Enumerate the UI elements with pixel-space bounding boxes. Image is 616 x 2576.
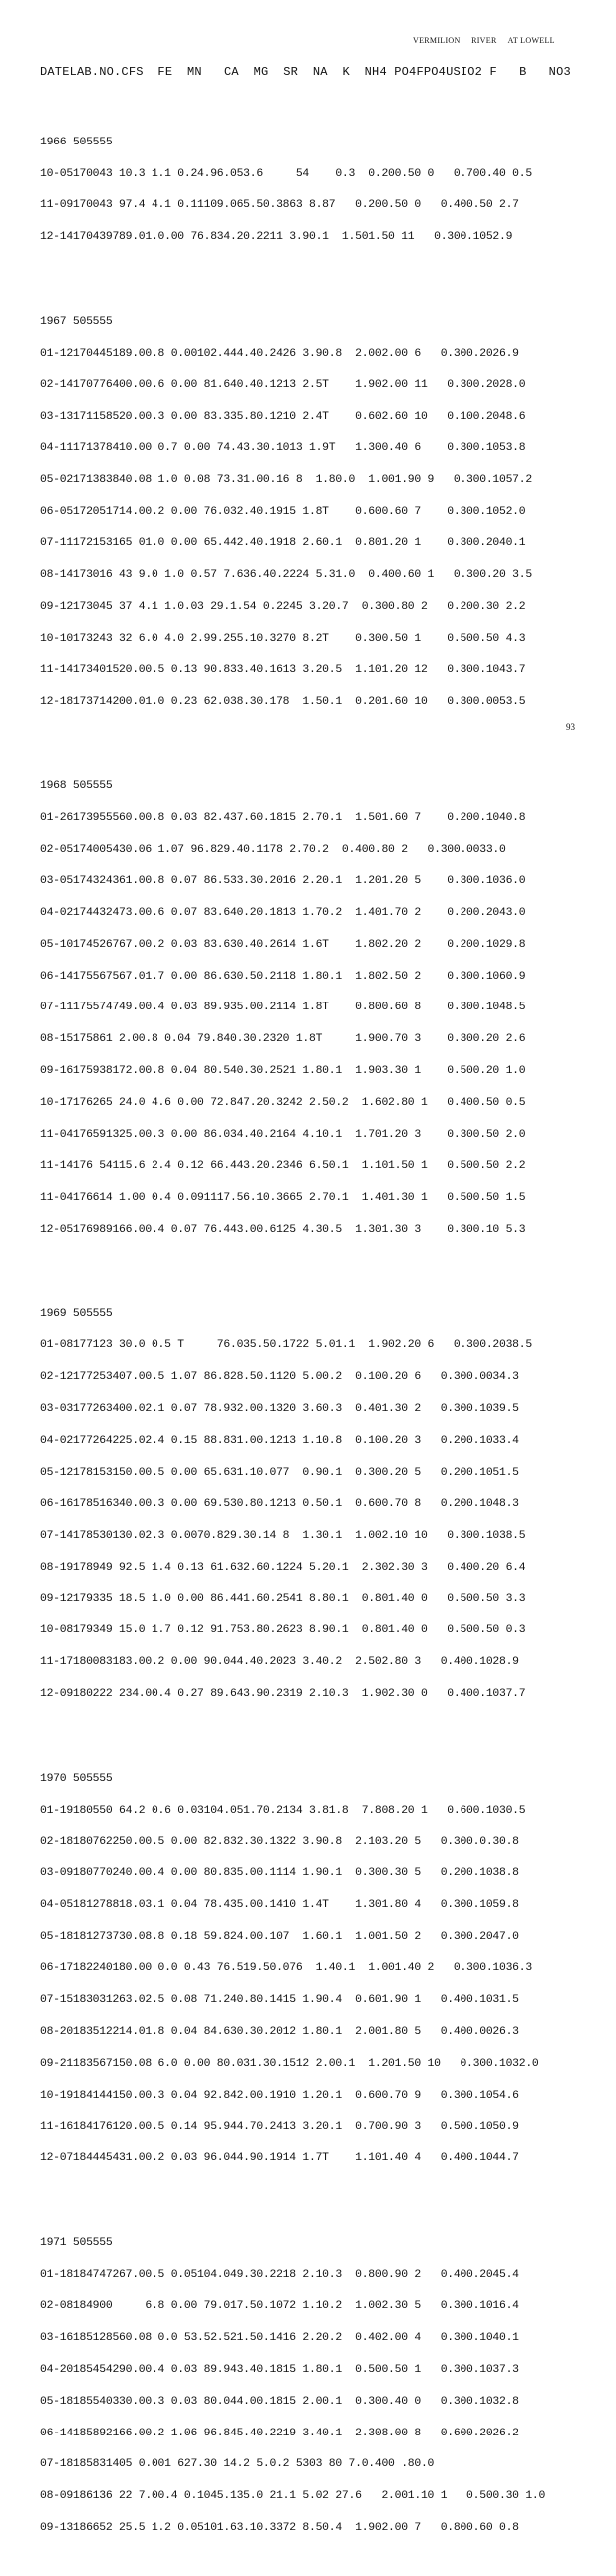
table-row: 06-16178516340.00.3 0.00 69.530.80.1213 0.50.1 0.600.70 8 0.200.1048.3: [40, 1498, 519, 1511]
table-row: 12-14170439789.01.0.00 76.834.20.2211 3.90.1 1.501.50 11 0.300.1052.9: [40, 231, 513, 244]
table-row: 06-14175567567.01.7 0.00 86.630.50.2118 1.80.1 1.802.50 2 0.300.1060.9: [40, 970, 526, 983]
table-row: 12-09180222 234.00.4 0.27 89.643.90.2319 2.10.3 1.902.30 0 0.400.1037.7: [40, 1688, 526, 1701]
table-row: 07-11172153165 01.0 0.00 65.442.40.1918 2.60.1 0.801.20 1 0.300.2040.1: [40, 537, 526, 550]
table-row: 12-05176989166.00.4 0.07 76.443.00.6125 4.30.5 1.301.30 3 0.300.10 5.3: [40, 1223, 526, 1236]
table-row: 08-14173016 43 9.0 1.0 0.57 7.636.40.2224 5.31.0 0.400.60 1 0.300.20 3.5: [40, 569, 532, 582]
page-number: 93: [566, 722, 575, 732]
running-title: VERMILION RIVER AT LOWELL: [413, 36, 555, 45]
table-row: 01-26173955560.00.8 0.03 82.437.60.1815 2.70.1 1.501.60 7 0.200.1040.8: [40, 811, 526, 824]
table-row: 03-05174324361.00.8 0.07 86.533.30.2016 2.20.1 1.201.20 5 0.300.1036.0: [40, 875, 526, 888]
table-row: 10-19184144150.00.3 0.04 92.842.00.1910 1.20.1 0.600.70 9 0.300.1054.6: [40, 2089, 519, 2102]
table-row: 05-18181273730.08.8 0.18 59.824.00.107 1.60.1 1.001.50 2 0.300.2047.0: [40, 1930, 519, 1943]
table-row: 09-12179335 18.5 1.0 0.00 86.441.60.2541 8.80.1 0.801.40 0 0.500.50 3.3: [40, 1592, 526, 1605]
year-section-1967: [40, 296, 603, 728]
table-row: 03-13171158520.00.3 0.00 83.335.80.1210 2.4T 0.602.60 10 0.100.2048.6: [40, 411, 526, 424]
table-row: 02-18180762250.00.5 0.00 82.832.30.1322 3.90.8 2.103.20 5 0.300.0.30.8: [40, 1836, 519, 1849]
table-row: 02-14170776400.00.6 0.00 81.640.40.1213 2.5T 1.902.00 11 0.300.2028.0: [40, 379, 526, 392]
year-section-1966: [40, 117, 603, 264]
table-row: 09-16175938172.00.8 0.04 80.540.30.2521 1.80.1 1.903.30 1 0.500.20 1.0: [40, 1065, 526, 1077]
year-section-1968: [40, 760, 603, 1257]
table-row: 10-08179349 15.0 1.7 0.12 91.753.80.2623 8.90.1 0.801.40 0 0.500.50 0.3: [40, 1624, 526, 1637]
table-row: 02-08184900 6.8 0.00 79.017.50.1072 1.10.2 1.002.30 5 0.300.1016.4: [40, 2300, 519, 2313]
table-row: 01-19180550 64.2 0.6 0.03104.051.70.2134 3.81.8 7.808.20 1 0.600.1030.5: [40, 1804, 526, 1817]
table-row: 08-15175861 2.00.8 0.04 79.840.30.2320 1.8T 1.900.70 3 0.300.20 2.6: [40, 1033, 526, 1046]
table-row: 07-11175574749.00.4 0.03 89.935.00.2114 1.8T 0.800.60 8 0.300.1048.5: [40, 1002, 526, 1014]
table-row: 04-02177264225.02.4 0.15 88.831.00.1213 1.10.8 0.100.20 3 0.200.1033.4: [40, 1434, 519, 1447]
year-heading: 1970 505555: [40, 1772, 113, 1785]
table-row: 08-20183512214.01.8 0.04 84.630.30.2012 1.80.1 2.001.80 5 0.400.0026.3: [40, 2026, 519, 2039]
table-row: 06-05172051714.00.2 0.00 76.032.40.1915 1.8T 0.600.60 7 0.300.1052.0: [40, 505, 526, 518]
table-row: 04-11171378410.00 0.7 0.00 74.43.30.1013 1.9T 1.300.40 6 0.300.1053.8: [40, 441, 526, 454]
column-header: DATELAB.NO.CFS FE MN CA MG SR NA K NH4 PO4FPO4USIO2 F B NO3: [40, 65, 571, 80]
table-row: 10-17176265 24.0 4.6 0.00 72.847.20.3242 2.50.2 1.602.80 1 0.400.50 0.5: [40, 1096, 526, 1109]
table-row: 01-12170445189.00.8 0.00102.444.40.2426 3.90.8 2.002.00 6 0.300.2026.9: [40, 347, 519, 360]
year-heading: 1968 505555: [40, 779, 113, 792]
table-row: 06-17182240180.00 0.0 0.43 76.519.50.076 1.40.1 1.001.40 2 0.300.1036.3: [40, 1962, 532, 1975]
table-row: 06-14185892166.00.2 1.06 96.845.40.2219 3.40.1 2.308.00 8 0.600.2026.2: [40, 2427, 519, 2439]
table-row: 11-14173401520.00.5 0.13 90.833.40.1613 3.20.5 1.101.20 12 0.300.1043.7: [40, 664, 526, 677]
table-row: 05-10174526767.00.2 0.03 83.630.40.2614 1.6T 1.802.20 2 0.200.1029.8: [40, 938, 526, 951]
table-row: 09-21183567150.08 6.0 0.00 80.031.30.1512 2.00.1 1.201.50 10 0.300.1032.0: [40, 2057, 539, 2070]
table-row: 02-12177253407.00.5 1.07 86.828.50.1120 5.00.2 0.100.20 6 0.300.0034.3: [40, 1371, 519, 1384]
table-row: 11-04176591325.00.3 0.00 86.034.40.2164 4.10.1 1.701.20 3 0.300.50 2.0: [40, 1128, 526, 1141]
table-row: 05-12178153150.00.5 0.00 65.631.10.077 0.90.1 0.300.20 5 0.200.1051.5: [40, 1466, 519, 1479]
year-heading: 1969 505555: [40, 1307, 113, 1320]
table-row: 05-18185540330.00.3 0.03 80.044.00.1815 2.00.1 0.300.40 0 0.300.1032.8: [40, 2395, 519, 2408]
table-row: 11-16184176120.00.5 0.14 95.944.70.2413 3.20.1 0.700.90 3 0.500.1050.9: [40, 2121, 519, 2134]
table-row: 10-10173243 32 6.0 4.0 2.99.255.10.3270 8.2T 0.300.50 1 0.500.50 4.3: [40, 632, 526, 645]
table-row: 01-08177123 30.0 0.5 T 76.035.50.1722 5.01.1 1.902.20 6 0.300.2038.5: [40, 1339, 532, 1352]
table-row: 09-13186652 25.5 1.2 0.05101.63.10.3372 8.50.4 1.902.00 7 0.800.60 0.8: [40, 2521, 519, 2534]
table-row: 12-07184445431.00.2 0.03 96.044.90.1914 1.7T 1.101.40 4 0.400.1044.7: [40, 2152, 519, 2165]
year-section-1969: [40, 1288, 603, 1720]
year-section-1971: [40, 2217, 603, 2555]
table-row: 11-09170043 97.4 4.1 0.11109.065.50.3863 8.87 0.200.50 0 0.400.50 2.7: [40, 199, 519, 212]
table-row: 02-05174005430.06 1.07 96.829.40.1178 2.70.2 0.400.80 2 0.300.0033.0: [40, 843, 506, 856]
year-heading: 1971 505555: [40, 2236, 113, 2249]
table-row: 03-16185128560.08 0.0 53.52.521.50.1416 2.20.2 0.402.00 4 0.300.1040.1: [40, 2332, 519, 2345]
year-section-1970: [40, 1753, 603, 2185]
year-heading: 1967 505555: [40, 315, 113, 328]
table-row: 12-18173714200.01.0 0.23 62.038.30.178 1.50.1 0.201.60 10 0.300.0053.5: [40, 696, 526, 709]
table-row: 08-09186136 22 7.00.4 0.1045.135.0 21.1 5.02 27.6 2.001.10 1 0.500.30 1.0: [40, 2490, 546, 2503]
table-row: 01-18184747267.00.5 0.05104.049.30.2218 2.10.3 0.800.90 2 0.400.2045.4: [40, 2268, 519, 2281]
table-row: 07-18185831405 0.001 627.30 14.2 5.0.2 5303 80 7.0.400 .80.0: [40, 2458, 435, 2471]
table-row: 04-20185454290.00.4 0.03 89.943.40.1815 1.80.1 0.500.50 1 0.300.1037.3: [40, 2364, 519, 2377]
table-row: 07-15183031263.02.5 0.08 71.240.80.1415 1.90.4 0.601.90 1 0.400.1031.5: [40, 1994, 519, 2007]
table-row: 07-14178530130.02.3 0.0070.829.30.14 8 1.30.1 1.002.10 10 0.300.1038.5: [40, 1530, 526, 1543]
year-heading: 1966 505555: [40, 136, 113, 148]
table-row: 11-14176 54115.6 2.4 0.12 66.443.20.2346 6.50.1 1.101.50 1 0.500.50 2.2: [40, 1160, 526, 1173]
table-row: 03-03177263400.02.1 0.07 78.932.00.1320 3.60.3 0.401.30 2 0.300.1039.5: [40, 1403, 519, 1415]
table-row: 04-02174432473.00.6 0.07 83.640.20.1813 1.70.2 1.401.70 2 0.200.2043.0: [40, 907, 526, 920]
table-row: 09-12173045 37 4.1 1.0.03 29.1.54 0.2245 3.20.7 0.300.80 2 0.200.30 2.2: [40, 600, 526, 613]
table-row: 04-05181278818.03.1 0.04 78.435.00.1410 1.4T 1.301.80 4 0.300.1059.8: [40, 1898, 519, 1911]
table-row: 11-04176614 1.00 0.4 0.091117.56.10.3665 2.70.1 1.401.30 1 0.500.50 1.5: [40, 1192, 526, 1205]
table-row: 03-09180770240.00.4 0.00 80.835.00.1114 1.90.1 0.300.30 5 0.200.1038.8: [40, 1867, 519, 1880]
water-quality-table: [40, 46, 603, 2576]
table-row: 11-17180083183.00.2 0.00 90.044.40.2023 3.40.2 2.502.80 3 0.400.1028.9: [40, 1656, 519, 1669]
table-row: 05-02171383840.08 1.0 0.08 73.31.00.16 8 1.80.0 1.001.90 9 0.300.1057.2: [40, 473, 532, 486]
table-row: 10-05170043 10.3 1.1 0.24.96.053.6 54 0.3 0.200.50 0 0.700.40 0.5: [40, 167, 532, 180]
table-row: 08-19178949 92.5 1.4 0.13 61.632.60.1224 5.20.1 2.302.30 3 0.400.20 6.4: [40, 1561, 526, 1574]
